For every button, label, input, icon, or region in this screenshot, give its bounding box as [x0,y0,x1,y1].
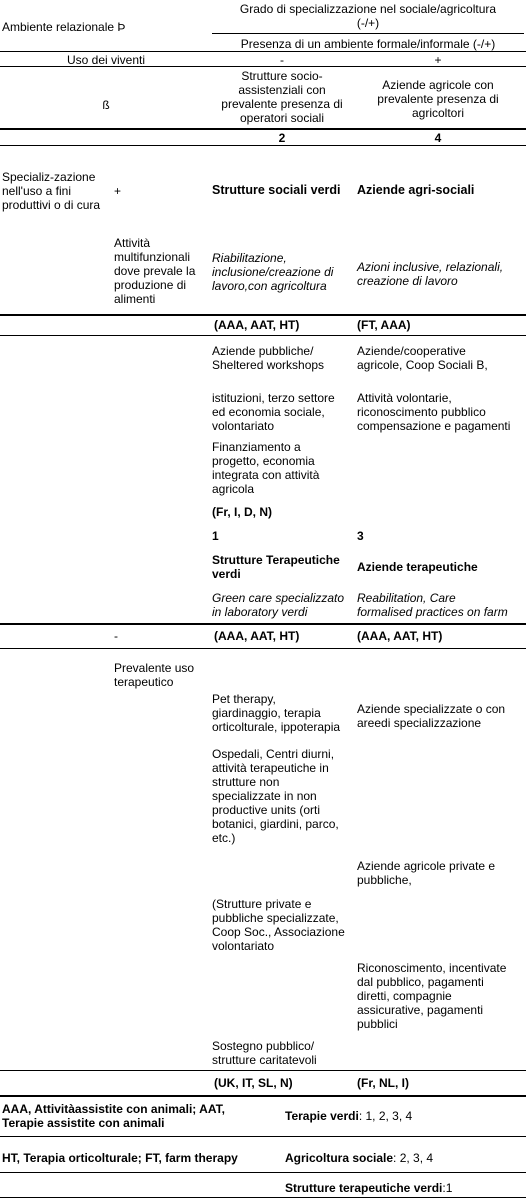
farms-description: Aziende agricole con prevalente presenza di agricoltori [377,78,499,120]
minus-sign: - [280,53,284,67]
specialization-use-label: Specializ-zazione nell'uso a fini produttivi o di cura [2,170,101,212]
codes-quadrant-4: (FT, AAA) [357,318,411,332]
divider [0,1197,526,1198]
divider [0,128,526,130]
agri-social-farms-title: Aziende agri-sociali [357,183,475,197]
therapeutic-use-label: Prevalente uso terapeutico [114,661,195,689]
divider [0,1095,526,1097]
rehabilitation-text: Riabilitazione, inclusione/creazione di lavoro,con agricoltura [212,251,334,293]
project-funding-text: Finanziamento a progetto, economia integrata con attività agricola [212,440,320,496]
pet-therapy-text: Pet therapy, giardinaggio, terapia orticolturale, ippoterapia [212,692,341,734]
divider [0,1136,526,1137]
divider [0,145,526,146]
divider [0,314,526,316]
relational-environment-label: Ambiente relazionale Þ [2,20,126,34]
codes-quadrant-1: (AAA, AAT, HT) [214,629,300,643]
private-structures-text: (Strutture private e pubbliche specializzate, Coop Soc., Associazione volontariato [212,897,345,953]
countries-quadrant-1-lower: (UK, IT, SL, N) [214,1076,293,1090]
divider [0,1172,526,1173]
inclusive-actions-text: Azioni inclusive, relazionali, creazione di lavoro [357,260,504,288]
beta-symbol: ß [102,98,110,112]
rehabilitation-practices-text: Reabilitation, Care formalised practices on farm [357,591,508,619]
quadrant-number-2: 2 [278,131,286,145]
therapeutic-structures-title: Strutture Terapeutiche verdi [212,553,340,581]
countries-quadrant-1: (Fr, I, D, N) [212,505,272,519]
quadrant-number-1: 1 [212,529,219,543]
private-public-farms-text: Aziende agricole private e pubbliche, [357,859,496,887]
green-care-text: Green care specializzato in laboratory verdi [212,591,345,619]
plus-sign: + [434,53,442,67]
divider [212,33,524,34]
cooperatives-text: Aziende/cooperative agricole, Coop Sociali B, [357,344,488,372]
codes-quadrant-3: (AAA, AAT, HT) [357,629,443,643]
divider [0,623,526,625]
social-structures-description: Strutture socio- assistenziali con prevalente presenza di operatori sociali [221,69,343,125]
legend-green-therapies: Terapie verdi: 1, 2, 3, 4 [285,1109,413,1123]
green-social-structures-title: Strutture sociali verdi [212,183,341,197]
legend-ht-ft: HT, Terapia orticolturale; FT, farm therapy [2,1151,238,1165]
hospitals-text: Ospedali, Centri diurni, attività terapeutiche in strutture non specializzate in non productive units (orti botanici, giardini, parco, etc.) [212,747,339,845]
countries-quadrant-3: (Fr, NL, I) [357,1076,409,1090]
legend-aaa-aat: AAA, Attivitàassistite con animali; AAT, Terapie assistite con animali [2,1102,225,1130]
legend-therapeutic-structures: Strutture terapeutiche verdi:1 [285,1181,453,1195]
public-companies-text: Aziende pubbliche/ Sheltered workshops [212,344,325,372]
specialization-degree-label: Grado di specializzazione nel sociale/agricoltura (-/+) [239,2,497,30]
divider [0,51,526,52]
institutions-text: istituzioni, terzo settore ed economia sociale, volontariato [212,391,335,433]
divider [0,648,526,649]
divider [0,335,526,336]
divider [0,66,526,67]
plus-sign: + [114,184,122,198]
quadrant-number-4: 4 [434,131,442,145]
multifunctional-activities-label: Attività multifunzionali dove prevale la produzione di alimenti [114,236,196,306]
public-support-text: Sostegno pubblico/ strutture caritatevoli [212,1039,317,1067]
minus-sign: - [114,629,118,643]
use-of-living-label: Uso dei viventi [66,53,146,67]
voluntary-activities-text: Attività volontarie, riconoscimento pubblico compensazione e pagamenti [357,391,511,433]
codes-quadrant-2: (AAA, AAT, HT) [214,318,300,332]
presence-label: Presenza di un ambiente formale/informale (-/+) [240,37,496,51]
quadrant-number-3: 3 [357,529,364,543]
legend-social-agriculture: Agricoltura sociale: 2, 3, 4 [285,1151,434,1165]
recognition-text: Riconoscimento, incentivate dal pubblico, pagamenti diretti, compagnie assicurative, pagamenti pubblici [357,961,507,1031]
therapeutic-farms-title: Aziende terapeutiche [357,560,478,574]
divider [0,1070,526,1071]
specialized-farms-text: Aziende specializzate o con areedi specializzazione [357,702,506,730]
